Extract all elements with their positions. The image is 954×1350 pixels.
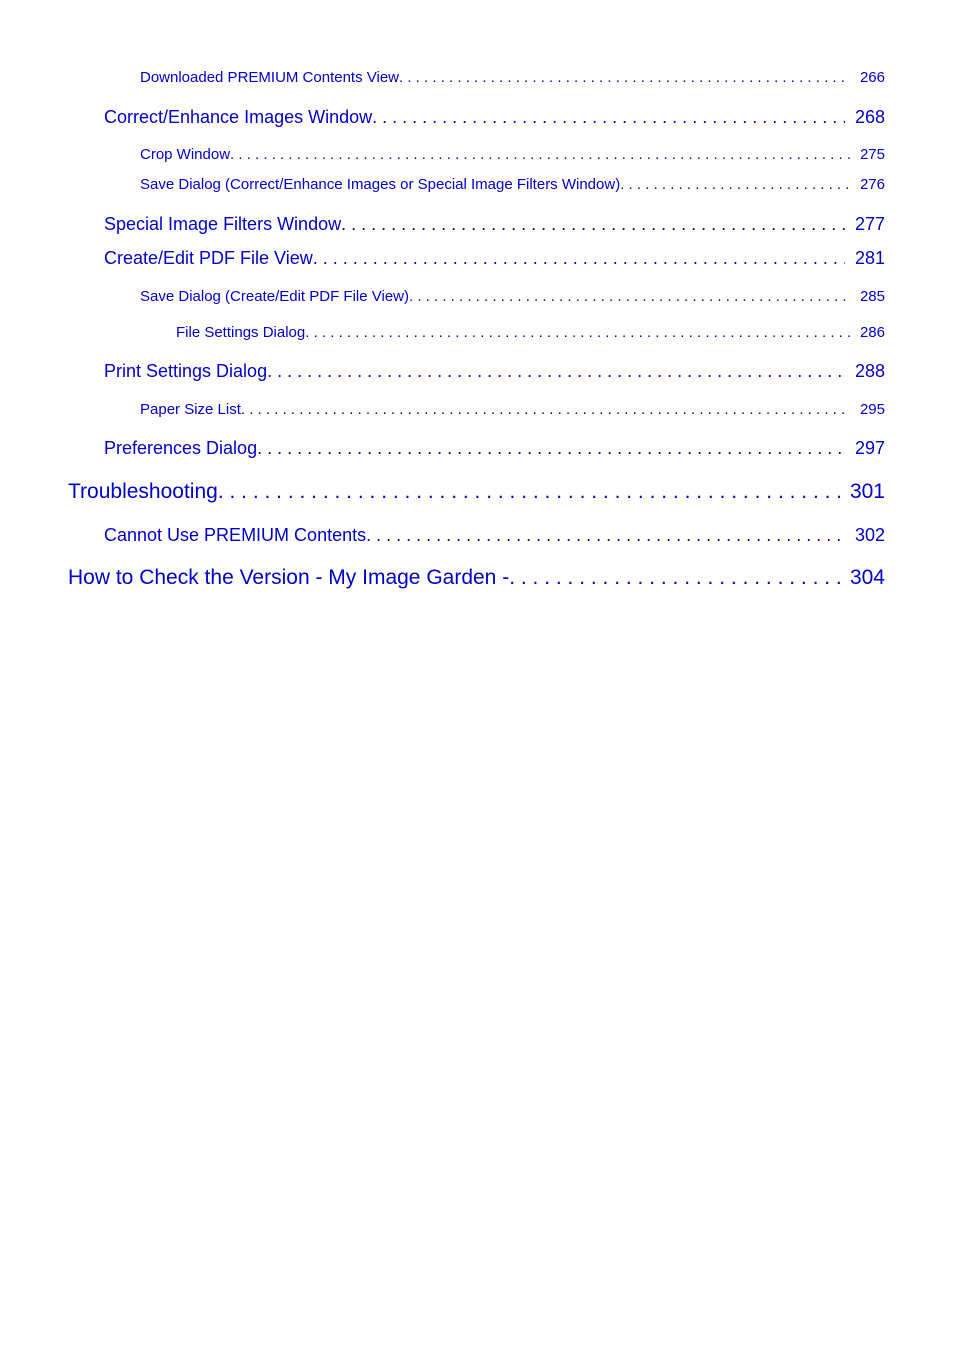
toc-leader-dots [313,246,845,270]
toc-entry-page: 295 [859,401,885,418]
toc-entry-save-dialog-correct-enhance[interactable] [140,175,885,195]
toc-entry-title: Create/Edit PDF File View [104,248,313,268]
toc-leader-dots [305,323,850,343]
toc-entry-title: Save Dialog (Correct/Enhance Images or Special Image Filters Window) [140,176,621,193]
toc-leader-dots [509,564,840,592]
toc-entry-page: 275 [859,146,885,163]
toc-entry-page: 268 [854,107,885,127]
toc-entry-troubleshooting[interactable] [68,478,885,506]
toc-entry-title: Cannot Use PREMIUM Contents [104,525,367,545]
toc-entry-title: Troubleshooting [68,480,218,503]
toc-entry-create-edit-pdf-file-view[interactable] [104,246,885,270]
toc-entry-page: 277 [854,214,885,234]
toc-entry-page: 286 [859,324,885,341]
toc-entry-special-image-filters-window[interactable] [104,212,885,236]
toc-leader-dots [218,478,840,506]
toc-entry-title: Paper Size List [140,401,241,418]
toc-leader-dots [620,175,850,195]
toc-entry-crop-window[interactable] [140,145,885,165]
toc-entry-save-dialog-create-edit-pdf[interactable] [140,287,885,307]
toc-entry-title: Correct/Enhance Images Window [104,107,373,127]
toc-entry-title: File Settings Dialog [176,324,306,341]
toc-entry-page: 281 [854,248,885,268]
toc-entry-title: How to Check the Version - My Image Garden - [68,566,510,589]
toc-entry-page: 297 [854,438,885,458]
toc-entry-paper-size-list[interactable] [140,400,885,420]
toc-leader-dots [399,68,850,88]
toc-entry-print-settings-dialog[interactable] [104,359,885,383]
toc-entry-title: Crop Window [140,146,231,163]
toc-entry-page: 276 [859,176,885,193]
toc-entry-page: 288 [854,361,885,381]
toc-leader-dots [409,287,850,307]
toc-entry-title: Print Settings Dialog [104,361,268,381]
toc-leader-dots [366,523,845,547]
toc-entry-correct-enhance-images-window[interactable] [104,105,885,129]
toc-entry-title: Special Image Filters Window [104,214,342,234]
toc-entry-title: Save Dialog (Create/Edit PDF File View) [140,288,409,305]
toc-leader-dots [372,105,845,129]
toc-entry-page: 302 [854,525,885,545]
toc-entry-title: Downloaded PREMIUM Contents View [140,69,400,86]
toc-leader-dots [341,212,845,236]
toc-entry-page: 301 [849,480,885,503]
toc-entry-how-to-check-the-version[interactable] [68,564,885,592]
toc-entry-downloaded-premium-contents-view[interactable] [140,68,885,88]
toc-leader-dots [267,359,845,383]
toc-leader-dots [257,436,845,460]
toc-entry-title: Preferences Dialog [104,438,258,458]
toc-entry-cannot-use-premium-contents[interactable] [104,523,885,547]
toc-entry-page: 266 [859,69,885,86]
toc-entry-page: 285 [859,288,885,305]
toc-entry-file-settings-dialog[interactable] [176,323,885,343]
toc-leader-dots [230,145,850,165]
toc-leader-dots [241,400,850,420]
toc-entry-preferences-dialog[interactable] [104,436,885,460]
toc-entry-page: 304 [849,566,885,589]
